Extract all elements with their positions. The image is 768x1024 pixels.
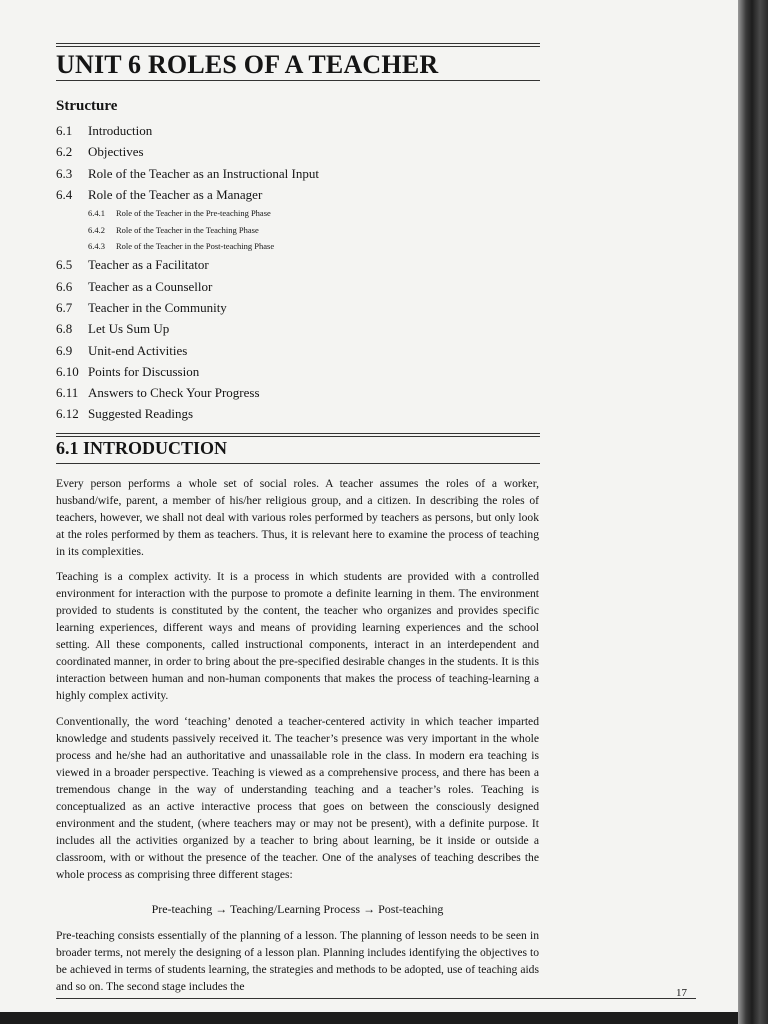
structure-item-number: 6.4 bbox=[56, 186, 73, 202]
structure-item-label: Teacher as a Facilitator bbox=[88, 257, 209, 273]
structure-item bbox=[56, 382, 536, 403]
teaching-stages-flow: Pre-teaching → Teaching/Learning Process → Post-teaching bbox=[151, 902, 444, 916]
title-top-rule bbox=[56, 43, 540, 47]
structure-item-number: 6.9 bbox=[56, 342, 73, 358]
structure-item-number: 6.4.2 bbox=[88, 224, 105, 235]
structure-item-label: Role of the Teacher as an Instructional Input bbox=[88, 165, 319, 181]
structure-item bbox=[56, 297, 536, 318]
structure-item bbox=[56, 340, 536, 361]
structure-item bbox=[56, 205, 536, 221]
structure-item-label: Role of the Teacher in the Teaching Phase bbox=[116, 224, 259, 235]
structure-item-label: Role of the Teacher in the Post-teaching Phase bbox=[116, 240, 275, 251]
structure-item-number: 6.4.3 bbox=[88, 240, 105, 251]
paragraph-4: Pre-teaching consists essentially of the planning of a lesson. The planning of lesson needs to be seen in broader terms, not merely the designing of a lesson plan. Planning includes identifying the objectives to be achieved in terms of students learning, the strategies and methods to be adopted, use of teaching aids and so on. The second stage includes the bbox=[56, 929, 539, 993]
structure-item bbox=[56, 184, 536, 205]
structure-item-number: 6.2 bbox=[56, 144, 73, 160]
structure-item-number: 6.7 bbox=[56, 299, 73, 315]
structure-item bbox=[56, 361, 536, 382]
structure-item-label: Points for Discussion bbox=[88, 363, 200, 379]
paragraph-2: Teaching is a complex activity. It is a process in which students are provided with a controlled environment for interaction with the purpose to promote a definite learning in them. The environment provided to students is constituted by the content, the teacher who organizes and provides specific learning experiences, different ways and means of providing learning experiences and the school setting. All these components, called instructional components, interact in an interdependent and coordinated manner, in order to bring about the pre-specified desirable changes in the students. It is this interaction between human and non-human components that makes the process of teaching-learning a highly complex activity. bbox=[56, 570, 539, 702]
section-top-rule bbox=[56, 433, 540, 437]
structure-item bbox=[56, 318, 536, 339]
structure-item bbox=[56, 120, 536, 141]
structure-item bbox=[56, 254, 536, 275]
structure-item-label: Objectives bbox=[88, 144, 144, 160]
structure-item-label: Role of the Teacher as a Manager bbox=[88, 186, 263, 202]
structure-item bbox=[56, 141, 536, 162]
structure-item-label: Introduction bbox=[88, 123, 153, 138]
page-number: 17 bbox=[676, 987, 687, 999]
structure-item-label: Role of the Teacher in the Pre-teaching Phase bbox=[116, 208, 271, 219]
structure-list bbox=[56, 120, 536, 425]
structure-item-label: Teacher in the Community bbox=[88, 299, 227, 315]
structure-item-label: Answers to Check Your Progress bbox=[88, 385, 260, 401]
structure-item-number: 6.5 bbox=[56, 257, 73, 273]
structure-item-number: 6.1 bbox=[56, 123, 73, 138]
structure-item-number: 6.10 bbox=[56, 363, 79, 379]
structure-heading: Structure bbox=[56, 98, 118, 114]
structure-item-number: 6.11 bbox=[56, 385, 79, 401]
structure-item-label: Suggested Readings bbox=[88, 406, 194, 422]
paragraph-1: Every person performs a whole set of social roles. A teacher assumes the roles of a worker, husband/wife, parent, a member of his/her religious group, and a citizen. In describing the roles of teachers, however, we shall not deal with various roles performed by teachers as persons, but only look at the roles performed by them as teachers. Thus, it is relevant here to examine the process of teaching in its complexities. bbox=[56, 477, 539, 558]
unit-title: UNIT 6 ROLES OF A TEACHER bbox=[56, 50, 439, 79]
structure-item bbox=[56, 222, 536, 238]
structure-item bbox=[56, 238, 536, 254]
scan-bottom-border bbox=[0, 1012, 738, 1024]
section-heading: 6.1 INTRODUCTION bbox=[56, 438, 228, 458]
structure-item-label: Unit-end Activities bbox=[88, 342, 188, 358]
structure-item-label: Let Us Sum Up bbox=[88, 321, 170, 337]
footer-rule bbox=[56, 998, 696, 999]
structure-item bbox=[56, 403, 536, 424]
paragraph-3: Conventionally, the word ‘teaching’ denoted a teacher-centered activity in which teacher imparted knowledge and students passively received it. The teacher’s presence was very important in the whole process and he/she had an authoritative and unassailable role in the class. In modern era teaching is viewed in a broader perspective. Teaching is viewed as a comprehensive process, and there has been a tremendous change in the way of understanding teaching and a teacher’s roles. Teaching is conceptualized as an active interactive process that goes on between the consciously designed environment and the student, (where teachers may or may not be present), with a definite purpose. It includes all the activities organized by a teacher to bring about learning, be it inside or outside a classroom, with or without the presence of the teacher. One of the analyses of teaching describes the whole process as comprising three different stages: bbox=[56, 715, 539, 881]
structure-item bbox=[56, 163, 536, 184]
section-bottom-rule bbox=[56, 463, 540, 464]
scan-edge-shadow bbox=[738, 0, 768, 1024]
structure-item bbox=[56, 276, 536, 297]
structure-item-number: 6.4.1 bbox=[88, 208, 105, 219]
structure-item-number: 6.3 bbox=[56, 165, 73, 181]
structure-item-label: Teacher as a Counsellor bbox=[88, 278, 213, 294]
structure-item-number: 6.12 bbox=[56, 406, 79, 422]
structure-item-number: 6.6 bbox=[56, 278, 73, 294]
title-bottom-rule bbox=[56, 80, 540, 81]
structure-item-number: 6.8 bbox=[56, 321, 73, 337]
